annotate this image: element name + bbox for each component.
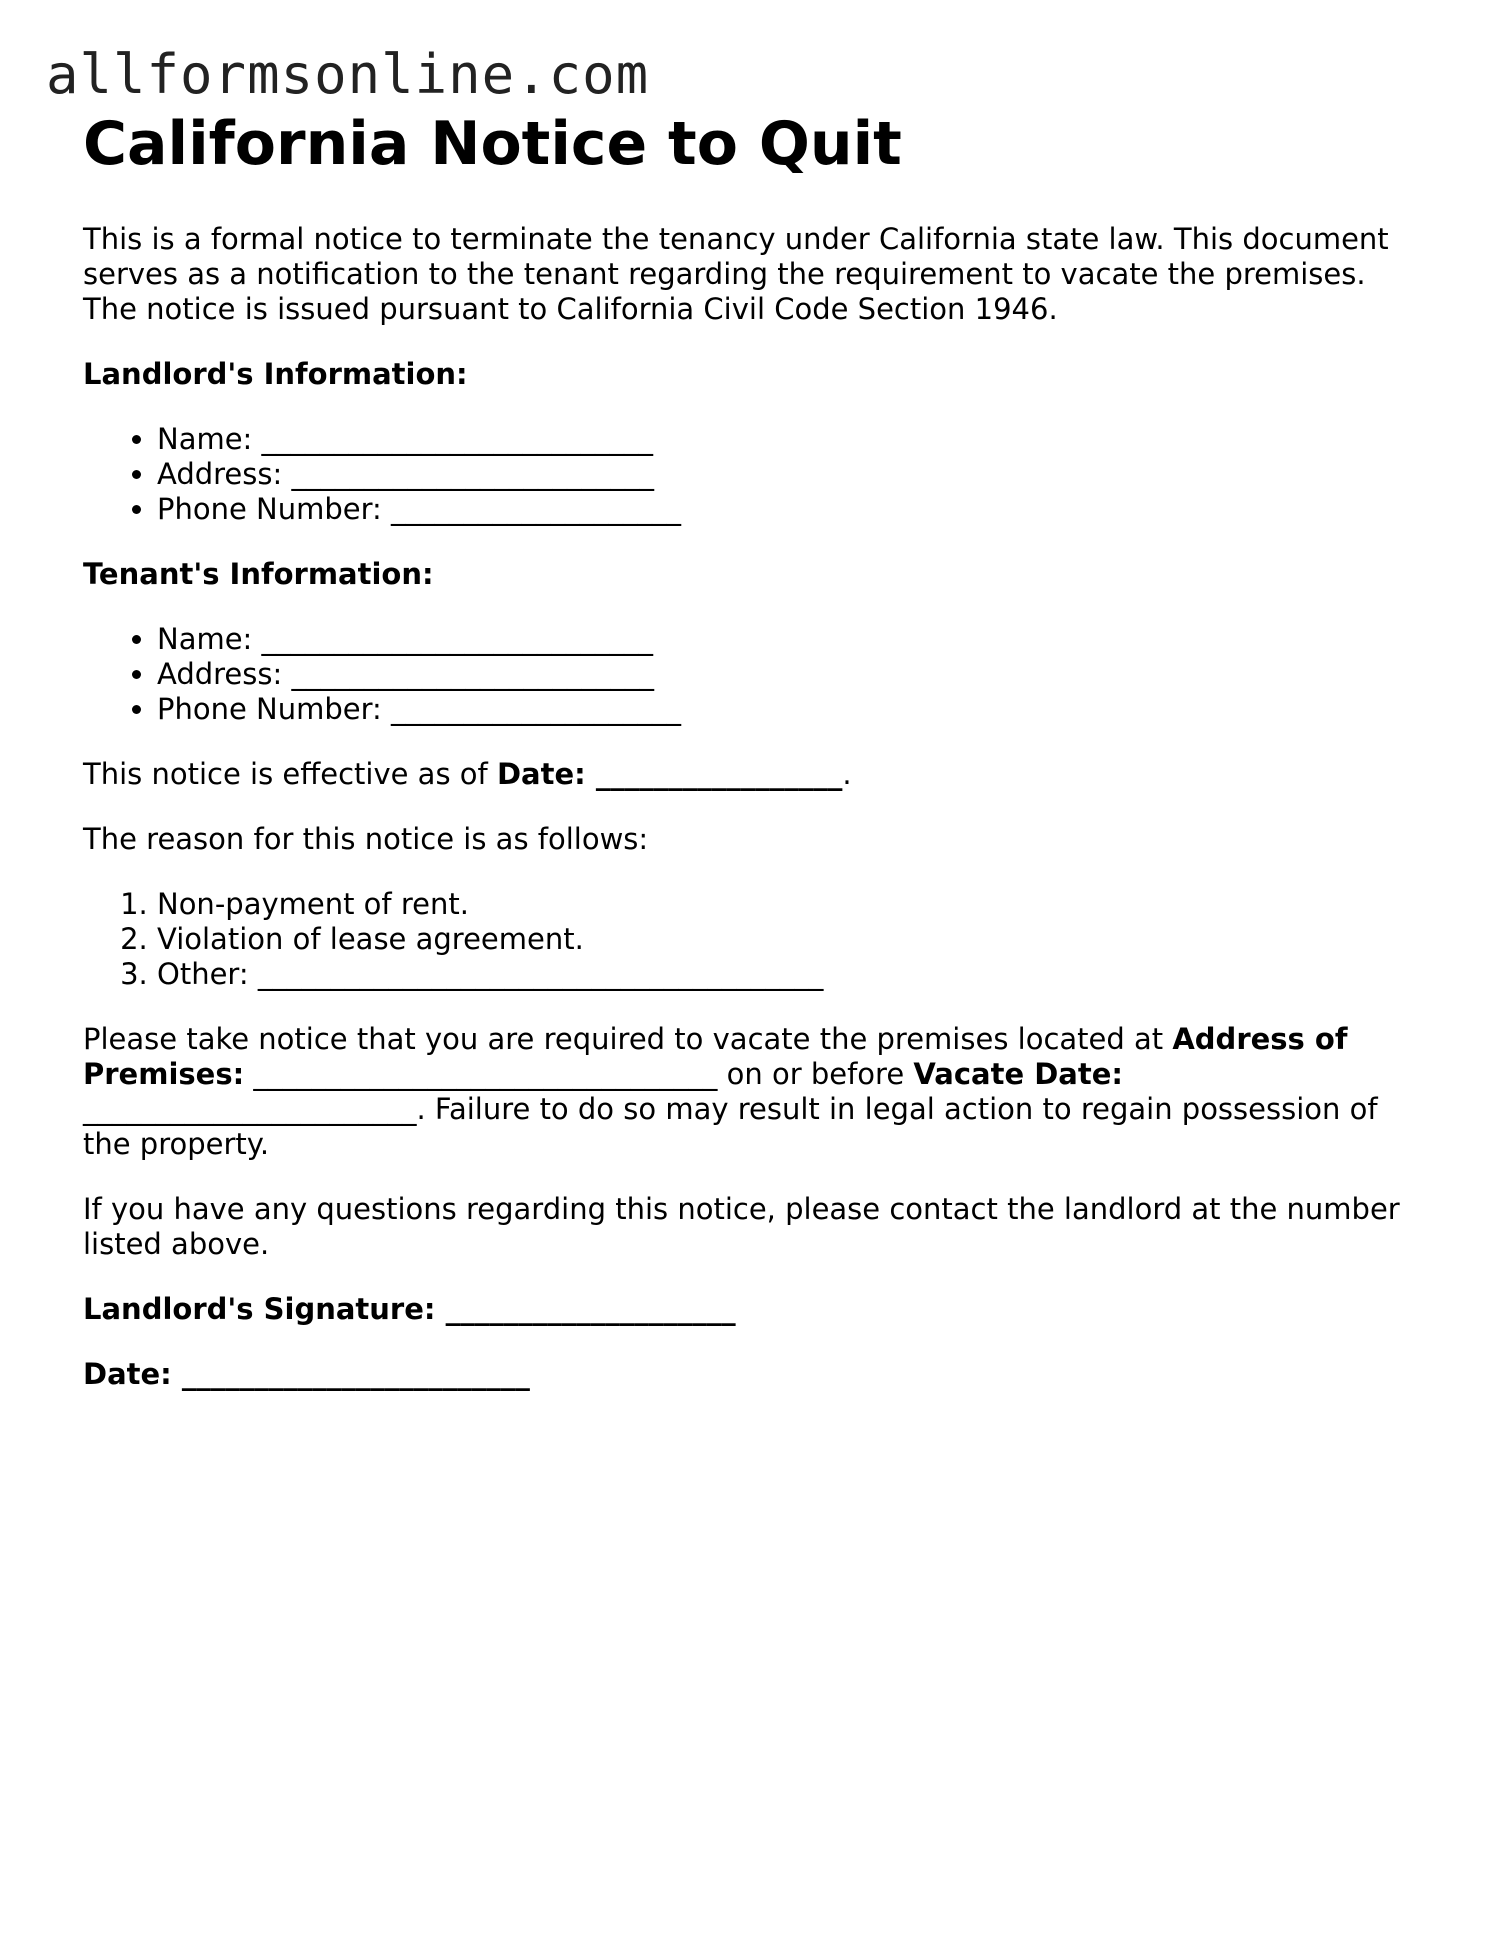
effective-suffix: .	[842, 757, 852, 791]
premises-address-field[interactable]: ________________________________	[244, 1057, 718, 1091]
landlord-signature-text: Landlord's Signature: ____________________	[83, 1292, 736, 1326]
vacate-date-label: Vacate Date:	[913, 1057, 1123, 1091]
tenant-heading: Tenant's Information:	[83, 557, 434, 591]
landlord-info-list	[83, 422, 1428, 527]
watermark: allformsonline.com	[46, 43, 650, 106]
vacate-date-field[interactable]: _______________________	[83, 1092, 417, 1126]
landlord-heading: Landlord's Information:	[83, 357, 468, 391]
reason-item-violation: 2. Violation of lease agreement.	[157, 922, 1428, 957]
tenant-name-field[interactable]: • Name: ___________________________	[157, 622, 1428, 657]
tenant-phone-field[interactable]: • Phone Number: ____________________	[157, 692, 1428, 727]
vacate-text-3: . Failure to do so may result in legal action to regain possession of the property.	[83, 1092, 1378, 1161]
landlord-name-field[interactable]: • Name: ___________________________	[157, 422, 1428, 457]
signature-date-text: Date: ________________________	[83, 1357, 530, 1391]
vacate-paragraph	[83, 1022, 1428, 1162]
effective-date-label: Date:	[496, 757, 586, 791]
reason-item-nonpayment: 1. Non-payment of rent.	[157, 887, 1428, 922]
premises-address-label: Address of Premises:	[83, 1022, 1348, 1091]
landlord-phone-field[interactable]: • Phone Number: ____________________	[157, 492, 1428, 527]
document-page	[83, 108, 1428, 1422]
landlord-signature-field[interactable]	[83, 1292, 1428, 1327]
intro-paragraph: This is a formal notice to terminate the tenancy under California state law. This document serves as a notification to the tenant regarding the requirement to vacate the premises. The notice is issued pursuant to California Civil Code Section 1946.	[83, 222, 1389, 326]
vacate-text-2: on or before	[717, 1057, 914, 1091]
reasons-list	[83, 887, 1428, 992]
reasons-intro: The reason for this notice is as follows:	[83, 822, 649, 856]
tenant-address-field[interactable]: • Address: _________________________	[157, 657, 1428, 692]
signature-date-field[interactable]	[83, 1357, 1428, 1392]
landlord-address-field[interactable]: • Address: _________________________	[157, 457, 1428, 492]
effective-date-field[interactable]: _________________	[585, 757, 843, 791]
contact-paragraph: If you have any questions regarding this notice, please contact the landlord at the number listed above.	[83, 1192, 1400, 1261]
document-title: California Notice to Quit	[83, 109, 902, 179]
effective-date-paragraph	[83, 757, 1428, 792]
effective-prefix: This notice is effective as of	[83, 757, 497, 791]
vacate-text-1: Please take notice that you are required to vacate the premises located at	[83, 1022, 1173, 1056]
tenant-info-list	[83, 622, 1428, 727]
reason-item-other-field[interactable]: 3. Other: _______________________________________	[157, 957, 1428, 992]
